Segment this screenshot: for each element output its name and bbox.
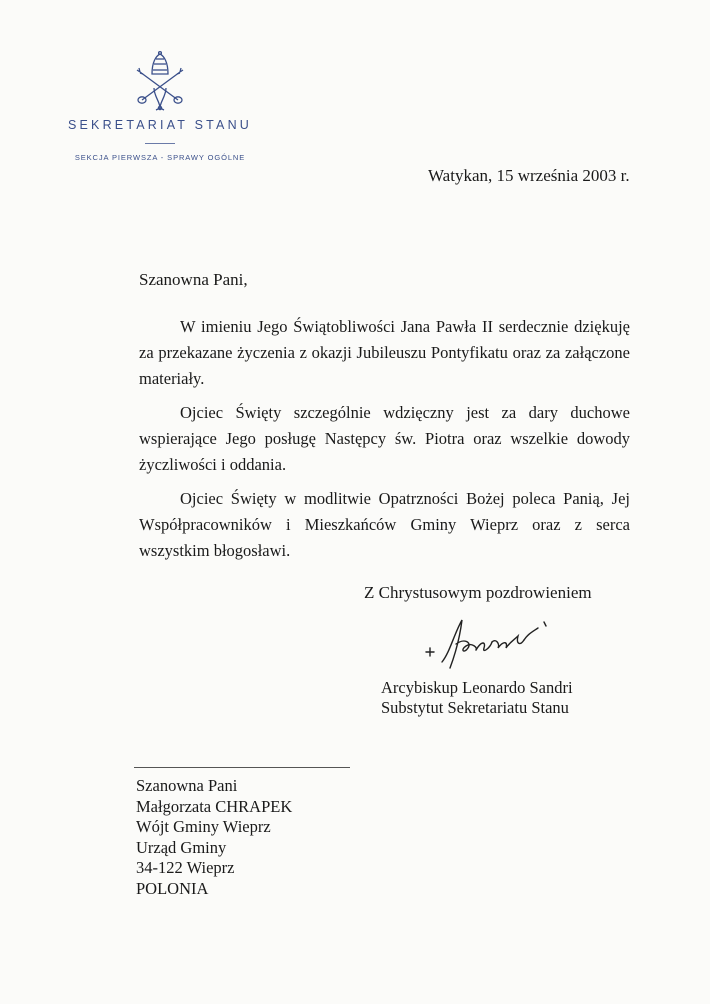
address-divider [134,767,350,768]
organization-section: SEKCJA PIERWSZA - SPRAWY OGÓLNE [74,153,246,162]
address-line: Urząd Gminy [136,837,227,857]
body-paragraph: Ojciec Święty szczególnie wdzięczny jest za dary duchowe wspierające Jego posługę Następcy św. Piotra oraz wszelkie dowody życzliwości i oddania. [139,403,630,474]
recipient-address [136,776,292,899]
letterhead-rule [145,143,175,144]
letter-date: Watykan, 15 września 2003 r. [428,166,630,185]
signer-title: Substytut Sekretariatu Stanu [381,698,569,717]
signer-name: Arcybiskup Leonardo Sandri [381,678,573,697]
closing-line: Z Chrystusowym pozdrowieniem [364,583,592,602]
address-line: Małgorzata CHRAPEK [136,796,293,816]
address-line: POLONIA [136,878,209,898]
signer-block [381,678,573,718]
letter-body [139,314,630,572]
address-line: Wójt Gminy Wieprz [136,817,271,836]
salutation: Szanowna Pani, [139,270,248,289]
body-paragraph: W imieniu Jego Świątobliwości Jana Pawła II serdecznie dziękuję za przekazane życzenia z okazji Jubileuszu Pontyfikatu oraz za załączone materiały. [139,317,630,388]
organization-name: SEKRETARIAT STANU [67,118,253,132]
papal-coat-of-arms-icon [130,50,190,112]
address-line: Szanowna Pani [136,776,238,795]
handwritten-signature-icon [420,612,560,676]
address-line: 34-122 Wieprz [136,858,235,877]
letterhead [55,118,265,162]
body-paragraph: Ojciec Święty w modlitwie Opatrzności Bożej poleca Panią, Jej Współpracowników i Mieszkańców Gminy Wieprz oraz z serca wszystkim błogosławi. [139,489,630,560]
